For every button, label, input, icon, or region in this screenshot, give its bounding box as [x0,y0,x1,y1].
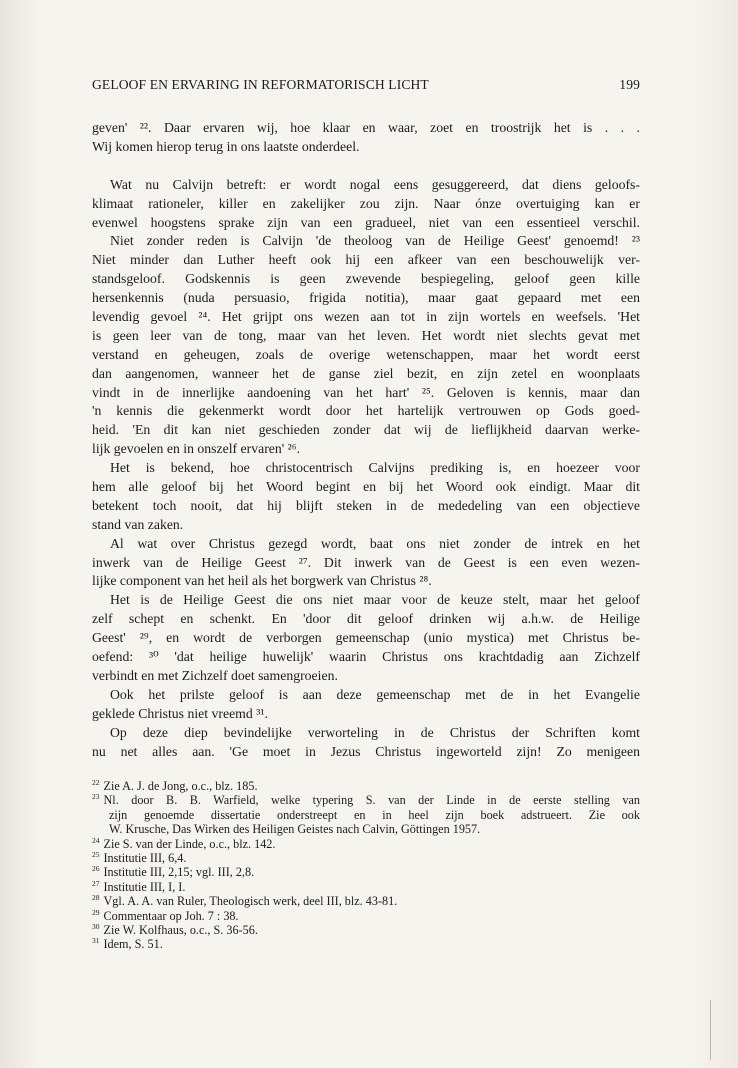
body-line: geklede Christus niet vreemd ³¹. [92,705,268,721]
body-line: vindt in de innerlijke aandoening van het hart' ²⁵. Geloven is kennis, maar dan [92,384,640,400]
body-line: Al wat over Christus gezegd wordt, baat ons niet zonder de intrek en het [110,535,640,551]
body-line: dan aangenomen, wanneer het de ganse ziel bezit, en zijn zetel en woonplaats [92,365,640,381]
footnote-text: Institutie III, 2,15; vgl. III, 2,8. [103,865,255,880]
footnote-text: Commentaar op Joh. 7 : 38. [103,908,239,923]
paragraph-gap [92,157,640,176]
body-line: Wat nu Calvijn betreft: er wordt nogal eens gesuggereerd, dat diens geloofs- [110,176,640,192]
footnote-line [92,837,640,851]
footnote-number: 24 [92,835,100,845]
body-line: klimaat rationeler, killer en zakelijker zou zijn. Naar ónze overtuiging kan er [92,195,640,211]
footnote-line [92,851,640,865]
footnote-line [92,909,640,923]
footnote-text: Idem, S. 51. [103,937,163,952]
body-line: stand van zaken. [92,516,184,532]
body-line: Op deze diep bevindelijke verworteling in de Christus der Schriften komt [110,724,640,740]
body-line: Het is bekend, hoe christocentrisch Calvijns prediking is, en hoezeer voor [110,460,640,476]
body-line: zelf schept en schenkt. En 'door dit geloof drinken wij a.h.w. de Heilige [92,611,640,627]
footnote-text: Institutie III, 6,4. [103,851,187,866]
footnote-number: 22 [92,777,100,787]
body-line: oefend: ³⁰ 'dat heilige huwelijk' waarin Christus ons krachtdadig aan Zichzelf [92,649,640,665]
footnote-line [92,822,640,836]
footnote-line [92,880,640,894]
body-line: verbindt en met Zichzelf doet samengroeien. [92,667,338,683]
body-line: nu net alles aan. 'Ge moet in Jezus Christus ingeworteld zijn! Zo menigeen [92,743,640,759]
body-line: heid. 'En dit kan niet geschieden zonder dat wij de lieflijkheid daarvan werke- [92,422,640,438]
footnote-number: 30 [92,922,100,931]
page-number: 199 [619,77,640,92]
footnote-line [92,923,640,937]
body-line: lijk gevoelen en in onszelf ervaren' ²⁶. [92,441,301,457]
body-line: standsgeloof. Godskennis is geen zwevende bespiegeling, geloof geen kille [92,271,640,287]
footnote-number: 25 [92,849,100,859]
footnote-text: Zie S. van der Linde, o.c., blz. 142. [103,836,276,851]
footnote-text: W. Krusche, Das Wirken des Heiligen Geistes nach Calvin, Göttingen 1957. [109,822,481,837]
footnote-number: 31 [92,936,100,946]
body-line: inwerk van de Heilige Geest ²⁷. Dit inwerk van de Geest is een even wezen- [92,554,640,570]
body-text [92,119,640,761]
footnote-line [92,793,640,807]
footnote-text: Zie A. J. de Jong, o.c., blz. 185. [103,779,258,793]
body-line: is geen leer van de tong, maar van het leven. Het wordt niet slechts gevat met [92,327,640,343]
body-line: 'n kennis die gekenmerkt wordt door het hartelijk vertrouwen op Gods goed- [92,403,640,419]
body-line: verstand en geheugen, zoals de overige wetenschappen, maar het wordt eerst [92,346,640,362]
footnote-line [92,808,640,822]
body-line: hersenkennis (nuda persuasio, frigida notitia), maar gaat gepaard met een [92,290,640,306]
footnote-text: Vgl. A. A. van Ruler, Theologisch werk, deel III, blz. 43-81. [103,894,398,909]
footnote-number: 23 [92,792,100,802]
footnote-number: 28 [92,893,100,903]
footnote-line [92,937,640,951]
footnote-number: 27 [92,878,100,888]
running-title: GELOOF EN ERVARING IN REFORMATORISCH LICHT [92,77,429,92]
footnotes [92,779,640,952]
footnote-line [92,779,640,793]
footnote-number: 29 [92,907,100,917]
body-line: betekent toch nooit, dat hij blijft steken in de mededeling van een objectieve [92,497,640,513]
body-line: Geest' ²⁹, en wordt de verborgen gemeenschap (unio mystica) met Christus be- [92,630,640,646]
body-line: Ook het prilste geloof is aan deze gemeenschap met de in het Evangelie [110,686,640,702]
body-line: Niet zonder reden is Calvijn 'de theoloog van de Heilige Geest' genoemd! ²³ [110,233,640,249]
body-line: Niet minder dan Luther heeft ook hij een afkeer van een beschouwelijk ver- [92,252,640,268]
footnote-text: Institutie III, I, I. [103,879,186,894]
body-line: hem alle geloof bij het Woord begint en bij het Woord ook eindigt. Maar dit [92,479,640,495]
footnote-line [92,894,640,908]
scan-edge-mark [710,1000,711,1060]
footnote-text: Zie W. Kolfhaus, o.c., S. 36-56. [103,923,258,938]
body-line: levendig gevoel ²⁴. Het grijpt ons wezen aan tot in zijn wortels en weefsels. 'Het [92,309,640,325]
footnote-line [92,865,640,879]
body-line: lijke component van het heil als het borgwerk van Christus ²⁸. [92,573,432,589]
body-line: Het is de Heilige Geest die ons niet maar voor de keuze stelt, maar het geloof [110,592,640,608]
footnote-text: zijn genoemde dissertatie onderstreept en in heel zijn boek adstrueert. Zie ook [109,807,640,822]
footnote-number: 26 [92,864,100,874]
body-line: geven' ²². Daar ervaren wij, hoe klaar en waar, zoet en troostrijk het is . . . [92,120,640,135]
running-header [92,77,640,97]
footnote-text: Nl. door B. B. Warfield, welke typering S. van der Linde in de eerste stelling van [103,793,640,808]
body-line: Wij komen hierop terug in ons laatste onderdeel. [92,138,360,154]
body-line: evenwel hoogstens sprake zijn van een gradueel, niet van een essentieel verschil. [92,214,640,230]
